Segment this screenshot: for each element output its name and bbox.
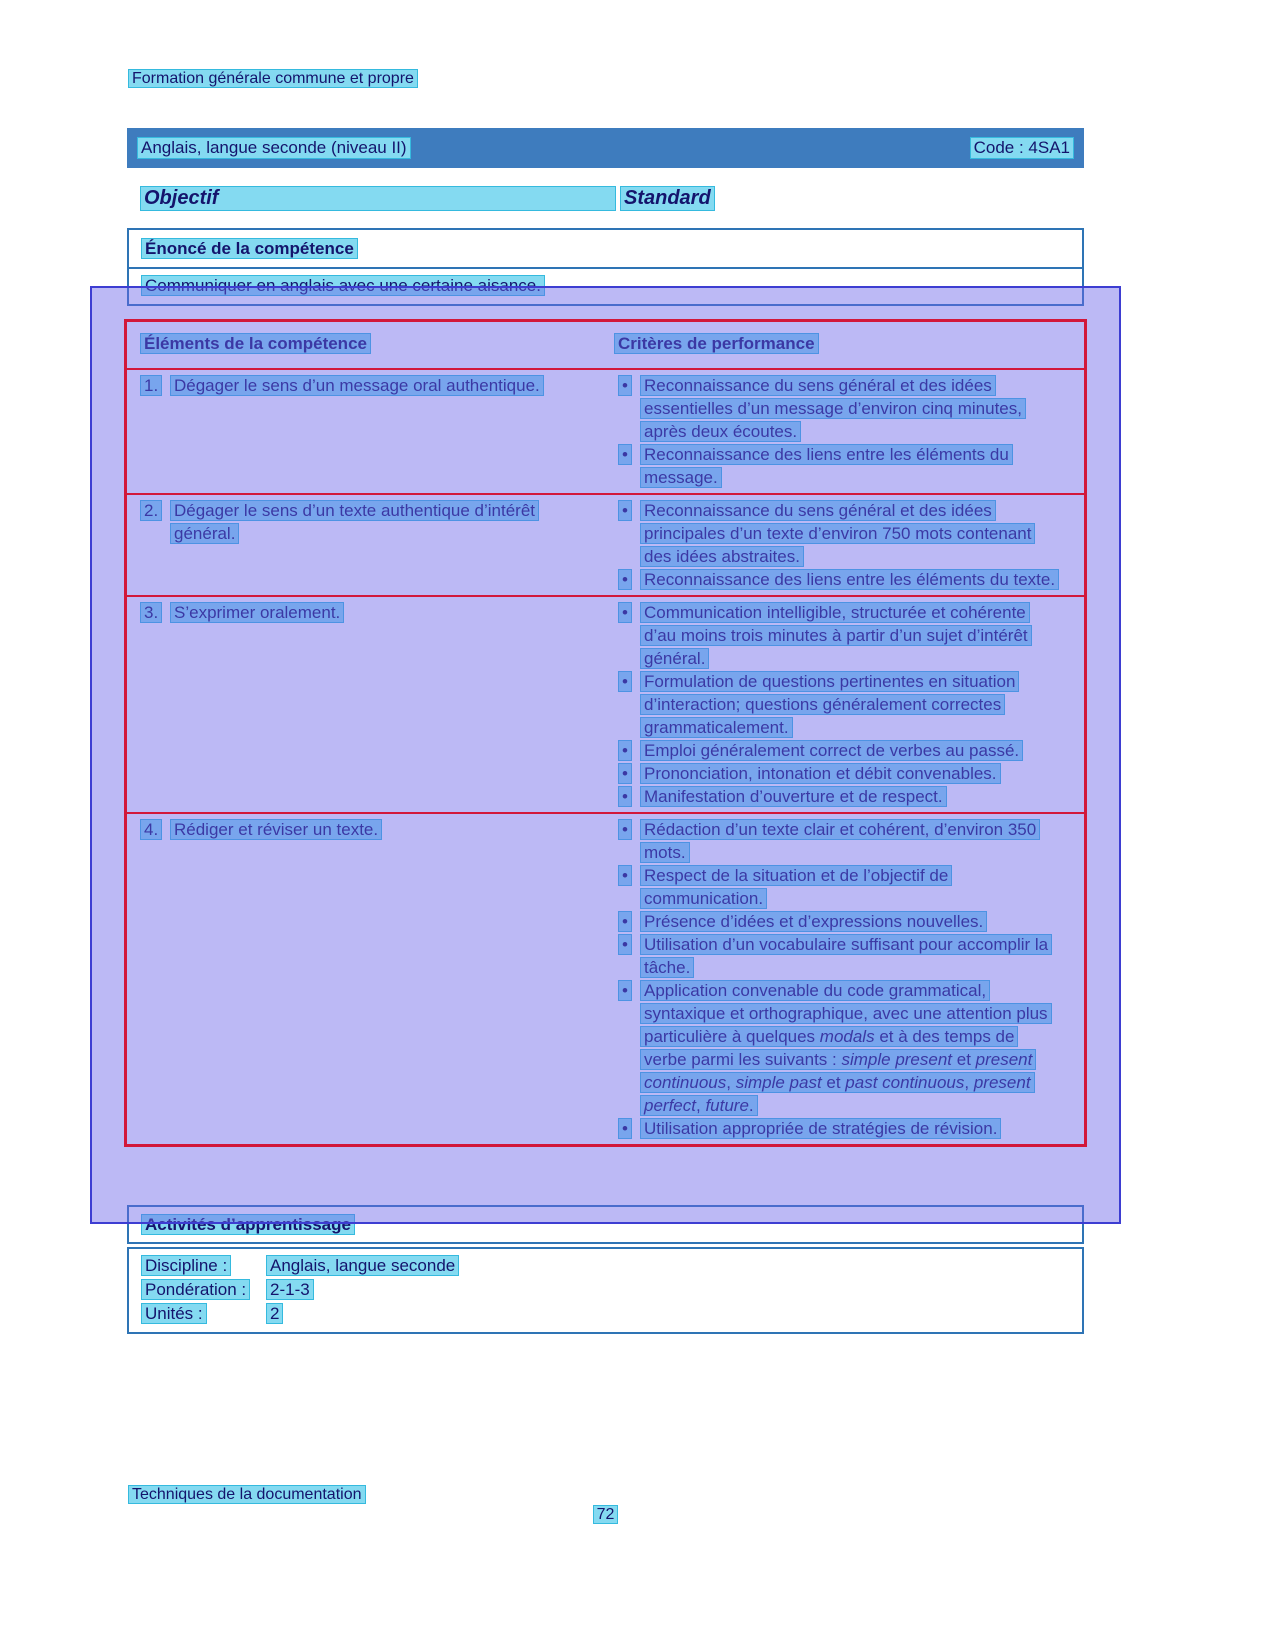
bullet-icon xyxy=(610,601,640,624)
criterion-text-segment: simple past xyxy=(735,1073,822,1092)
criterion-text-wrap xyxy=(640,374,1084,443)
elements-header-cell xyxy=(127,332,610,355)
criterion-text-wrap xyxy=(640,601,1084,670)
criterion-text-segment: simple present xyxy=(841,1050,953,1069)
criterion-item xyxy=(610,762,1084,785)
table-row xyxy=(127,493,1084,595)
element-number xyxy=(140,601,170,624)
course-info-row xyxy=(141,1302,1070,1325)
criterion-text: Utilisation appropriée de stratégies de révision. xyxy=(640,1118,1001,1139)
criterion-text-wrap xyxy=(640,499,1084,568)
page-number xyxy=(127,1506,1084,1524)
bullet-glyph: • xyxy=(618,819,632,840)
element-number xyxy=(140,374,170,397)
field-label-text: Unités : xyxy=(141,1303,207,1324)
criterion-text-wrap xyxy=(640,443,1084,489)
criterion-text-segment: et xyxy=(952,1050,976,1069)
field-value-text: 2-1-3 xyxy=(266,1279,314,1300)
field-value xyxy=(266,1302,1070,1325)
criterion-text: Utilisation d’un vocabulaire suffisant pour accomplir la tâche. xyxy=(640,934,1052,978)
bullet-icon xyxy=(610,739,640,762)
bullet-glyph: • xyxy=(618,865,632,886)
element-number xyxy=(140,818,170,841)
bullet-icon xyxy=(610,1117,640,1140)
bullet-icon xyxy=(610,864,640,887)
criterion-item xyxy=(610,1117,1084,1140)
criterion-text-wrap xyxy=(640,568,1084,591)
criterion-text: Présence d’idées et d’expressions nouvelles. xyxy=(640,911,987,932)
element-number-text: 2. xyxy=(140,500,162,521)
enonce-title-row xyxy=(129,230,1082,269)
bullet-icon xyxy=(610,979,640,1002)
competence-table xyxy=(127,322,1084,1144)
criterion-item xyxy=(610,933,1084,979)
field-label xyxy=(141,1302,266,1325)
criterion-text: Manifestation d’ouverture et de respect. xyxy=(640,786,947,807)
criterion-text-segment: present perfect xyxy=(644,1073,1031,1115)
bullet-glyph: • xyxy=(618,569,632,590)
criterion-text-segment: et xyxy=(821,1073,846,1092)
element-cell xyxy=(127,601,610,808)
bullet-glyph: • xyxy=(618,786,632,807)
criterion-text-segment: . xyxy=(748,1096,754,1115)
criterion-text: Prononciation, intonation et débit convenables. xyxy=(640,763,1001,784)
bullet-icon xyxy=(610,568,640,591)
element-cell xyxy=(127,499,610,591)
bullet-glyph: • xyxy=(618,375,632,396)
criterion-item xyxy=(610,670,1084,739)
element-text-wrap xyxy=(170,374,595,397)
field-label xyxy=(141,1254,266,1277)
table-row xyxy=(127,368,1084,493)
criterion-text-segment: future xyxy=(705,1096,749,1115)
bullet-glyph: • xyxy=(618,740,632,761)
element-number-text: 3. xyxy=(140,602,162,623)
standard-heading: Standard xyxy=(620,186,715,211)
criterion-text-wrap xyxy=(640,979,1084,1117)
criterion-text-segment: , xyxy=(695,1096,706,1115)
criterion-item xyxy=(610,601,1084,670)
enonce-body-row xyxy=(129,269,1082,304)
activites-title: Activités d’apprentissage xyxy=(141,1214,355,1235)
activites-box xyxy=(127,1205,1084,1244)
bullet-glyph: • xyxy=(618,980,632,1001)
bullet-icon xyxy=(610,762,640,785)
criterion-item xyxy=(610,818,1084,864)
enonce-body-text: Communiquer en anglais avec une certaine aisance. xyxy=(141,275,545,296)
criterion-text-wrap xyxy=(640,864,1084,910)
criterion-text: Communication intelligible, structurée et cohérente d’au moins trois minutes à partir d’un sujet d’intérêt général. xyxy=(640,602,1032,669)
criterion-item xyxy=(610,499,1084,568)
table-body xyxy=(127,368,1084,1144)
criterion-item xyxy=(610,739,1084,762)
course-title-bar xyxy=(127,128,1084,168)
table-header-row xyxy=(127,322,1084,368)
criterion-text-wrap xyxy=(640,818,1084,864)
bullet-icon xyxy=(610,818,640,841)
course-code: Code : 4SA1 xyxy=(970,137,1074,159)
bullet-glyph: • xyxy=(618,763,632,784)
field-value xyxy=(266,1254,1070,1277)
element-text: S’exprimer oralement. xyxy=(170,602,344,623)
bullet-icon xyxy=(610,785,640,808)
criterion-text: Reconnaissance des liens entre les éléments du texte. xyxy=(640,569,1059,590)
footer-program-text: Techniques de la documentation xyxy=(128,1485,366,1504)
criterion-text-segment: present continuous xyxy=(644,1050,1033,1092)
bullet-icon xyxy=(610,374,640,397)
bullet-icon xyxy=(610,499,640,522)
table-row xyxy=(127,595,1084,812)
criterion-text-wrap xyxy=(640,670,1084,739)
table-row xyxy=(127,812,1084,1144)
criterion-text-wrap xyxy=(640,1117,1084,1140)
bullet-glyph: • xyxy=(618,602,632,623)
element-text: Rédiger et réviser un texte. xyxy=(170,819,382,840)
criterion-text-segment: et à des temps de verbe parmi les suivants : xyxy=(644,1027,1015,1069)
course-title: Anglais, langue seconde (niveau II) xyxy=(137,137,411,159)
criterion-item xyxy=(610,785,1084,808)
criterion-text xyxy=(640,980,1052,1116)
criterion-text: Formulation de questions pertinentes en situation d’interaction; questions généralement correctes grammaticalement. xyxy=(640,671,1019,738)
element-text-wrap xyxy=(170,818,595,841)
enonce-box xyxy=(127,228,1084,306)
course-info-row xyxy=(141,1254,1070,1277)
criterion-text-wrap xyxy=(640,762,1084,785)
criterion-text: Rédaction d’un texte clair et cohérent, d’environ 350 mots. xyxy=(640,819,1040,863)
criterion-item xyxy=(610,979,1084,1117)
criterion-text-wrap xyxy=(640,933,1084,979)
criterion-text: Respect de la situation et de l’objectif de communication. xyxy=(640,865,952,909)
criterion-text-segment: , xyxy=(726,1073,736,1092)
criterion-item xyxy=(610,864,1084,910)
criterion-item xyxy=(610,910,1084,933)
element-number-text: 1. xyxy=(140,375,162,396)
element-cell xyxy=(127,818,610,1140)
elements-header: Éléments de la compétence xyxy=(140,333,371,354)
criteria-cell xyxy=(610,499,1084,591)
bullet-glyph: • xyxy=(618,911,632,932)
criterion-text: Emploi généralement correct de verbes au passé. xyxy=(640,740,1023,761)
document-category-label xyxy=(128,70,418,88)
criterion-item xyxy=(610,443,1084,489)
document-category-text: Formation générale commune et propre xyxy=(128,69,418,88)
bullet-glyph: • xyxy=(618,671,632,692)
element-text: Dégager le sens d’un message oral authentique. xyxy=(170,375,544,396)
bullet-icon xyxy=(610,670,640,693)
criteres-header: Critères de performance xyxy=(614,333,819,354)
bullet-icon xyxy=(610,910,640,933)
criteres-header-cell xyxy=(610,332,1084,355)
criterion-text-segment: modals xyxy=(819,1027,875,1046)
criterion-text-segment: , xyxy=(964,1073,974,1092)
field-value-text: 2 xyxy=(266,1303,283,1324)
bullet-glyph: • xyxy=(618,1118,632,1139)
element-text-wrap xyxy=(170,499,595,545)
criterion-text-segment: Application convenable du code grammatical, syntaxique et orthographique, avec une attention plus particulière à quelques xyxy=(644,981,1048,1046)
element-text: Dégager le sens d’un texte authentique d’intérêt général. xyxy=(170,500,539,544)
criterion-item xyxy=(610,568,1084,591)
bullet-icon xyxy=(610,933,640,956)
field-label-text: Pondération : xyxy=(141,1279,250,1300)
element-number xyxy=(140,499,170,522)
element-text-wrap xyxy=(170,601,595,624)
course-info-row xyxy=(141,1278,1070,1301)
criterion-text: Reconnaissance du sens général et des idées essentielles d’un message d’environ cinq minutes, après deux écoutes. xyxy=(640,375,1026,442)
bullet-glyph: • xyxy=(618,500,632,521)
bullet-glyph: • xyxy=(618,444,632,465)
bullet-icon xyxy=(610,443,640,466)
enonce-title: Énoncé de la compétence xyxy=(141,238,358,259)
criterion-text-segment: past continuous xyxy=(845,1073,965,1092)
course-info-box xyxy=(127,1247,1084,1334)
criterion-text-wrap xyxy=(640,910,1084,933)
field-label xyxy=(141,1278,266,1301)
field-value-text: Anglais, langue seconde xyxy=(266,1255,459,1276)
objectif-heading: Objectif xyxy=(140,186,616,211)
field-value xyxy=(266,1278,1070,1301)
criterion-text-wrap xyxy=(640,785,1084,808)
criteria-cell xyxy=(610,374,1084,489)
criterion-item xyxy=(610,374,1084,443)
criteria-cell xyxy=(610,601,1084,808)
criteria-cell xyxy=(610,818,1084,1140)
element-number-text: 4. xyxy=(140,819,162,840)
bullet-glyph: • xyxy=(618,934,632,955)
criterion-text: Reconnaissance des liens entre les éléments du message. xyxy=(640,444,1013,488)
criterion-text: Reconnaissance du sens général et des idées principales d’un texte d’environ 750 mots contenant des idées abstraites. xyxy=(640,500,1035,567)
element-cell xyxy=(127,374,610,489)
footer-program-label xyxy=(128,1486,366,1504)
criterion-text-wrap xyxy=(640,739,1084,762)
page-number-text: 72 xyxy=(593,1505,619,1524)
field-label-text: Discipline : xyxy=(141,1255,231,1276)
